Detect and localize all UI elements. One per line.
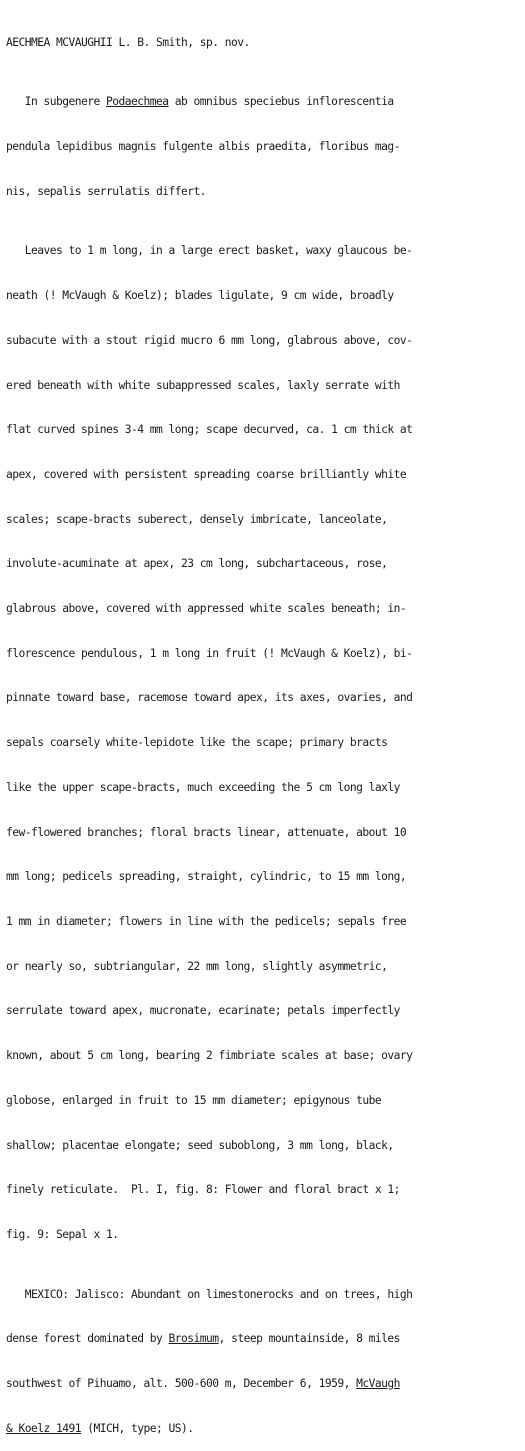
collector-number: & Koelz 1491	[6, 1421, 82, 1435]
latin-text: In subgenere	[6, 95, 107, 109]
specimen-text: southwest of Pihuamo, alt. 500-600 m, December 6, 1959,	[6, 1376, 357, 1390]
description-line: finely reticulate. Pl. I, fig. 8: Flower and floral bract x 1;	[6, 1183, 400, 1197]
description-line: mm long; pedicels spreading, straight, cylindric, to 15 mm long,	[6, 870, 407, 884]
description-line: shallow; placentae elongate; seed suboblong, 3 mm long, black,	[6, 1138, 394, 1152]
description-line: scales; scape-bracts suberect, densely imbricate, lanceolate,	[6, 512, 388, 526]
specimen-text: dense forest dominated by	[6, 1332, 169, 1346]
subgenus-name: Podaechmea	[106, 95, 169, 109]
description-line: 1 mm in diameter; flowers in line with the pedicels; sepals free	[6, 914, 407, 928]
latin-line-2: pendula lepidibus magnis fulgente albis praedita, floribus mag-	[6, 140, 400, 154]
description-line: Leaves to 1 m long, in a large erect basket, waxy glaucous be-	[6, 244, 413, 258]
description-line: serrulate toward apex, mucronate, ecarinate; petals imperfectly	[6, 1004, 400, 1018]
genus-brosimum: Brosimum	[168, 1332, 219, 1346]
typescript-page	[6, 6, 521, 1435]
description-line: like the upper scape-bracts, much exceeding the 5 cm long laxly	[6, 780, 400, 794]
specimen-text: , steep mountainside, 8 miles	[218, 1332, 400, 1346]
description-line: globose, enlarged in fruit to 15 mm diameter; epigynous tube	[6, 1093, 382, 1107]
description-line: sepals coarsely white-lepidote like the scape; primary bracts	[6, 736, 388, 750]
latin-line-3: nis, sepalis serrulatis differt.	[6, 184, 207, 198]
specimen-line-4	[6, 1422, 521, 1437]
description-line: involute-acuminate at apex, 23 cm long, subchartaceous, rose,	[6, 557, 388, 571]
description-line: flat curved spines 3-4 mm long; scape decurved, ca. 1 cm thick at	[6, 423, 413, 437]
description-line: neath (! McVaugh & Koelz); blades ligulate, 9 cm wide, broadly	[6, 289, 394, 303]
collector-name: McVaugh	[356, 1376, 400, 1390]
specimen-text: (MICH, type; US).	[81, 1421, 194, 1435]
latin-text: ab omnibus speciebus inflorescentia	[168, 95, 394, 109]
description-line: apex, covered with persistent spreading coarse brilliantly white	[6, 467, 407, 481]
latin-line-1	[6, 95, 521, 110]
specimen-line-2	[6, 1332, 521, 1347]
description-line: glabrous above, covered with appressed white scales beneath; in-	[6, 602, 407, 616]
description-line: florescence pendulous, 1 m long in fruit (! McVaugh & Koelz), bi-	[6, 646, 413, 660]
description-line: ered beneath with white subappressed scales, laxly serrate with	[6, 378, 400, 392]
description-line: or nearly so, subtriangular, 22 mm long, slightly asymmetric,	[6, 959, 388, 973]
description-line: fig. 9: Sepal x 1.	[6, 1227, 119, 1241]
specimen-line-3	[6, 1377, 521, 1392]
species-heading: AECHMEA MCVAUGHII L. B. Smith, sp. nov.	[6, 35, 250, 49]
specimen-line-1: MEXICO: Jalisco: Abundant on limestonerocks and on trees, high	[6, 1287, 413, 1301]
description-line: known, about 5 cm long, bearing 2 fimbriate scales at base; ovary	[6, 1049, 413, 1063]
description-line: pinnate toward base, racemose toward apex, its axes, ovaries, and	[6, 691, 413, 705]
description-line: few-flowered branches; floral bracts linear, attenuate, about 10	[6, 825, 407, 839]
description-line: subacute with a stout rigid mucro 6 mm long, glabrous above, cov-	[6, 333, 413, 347]
